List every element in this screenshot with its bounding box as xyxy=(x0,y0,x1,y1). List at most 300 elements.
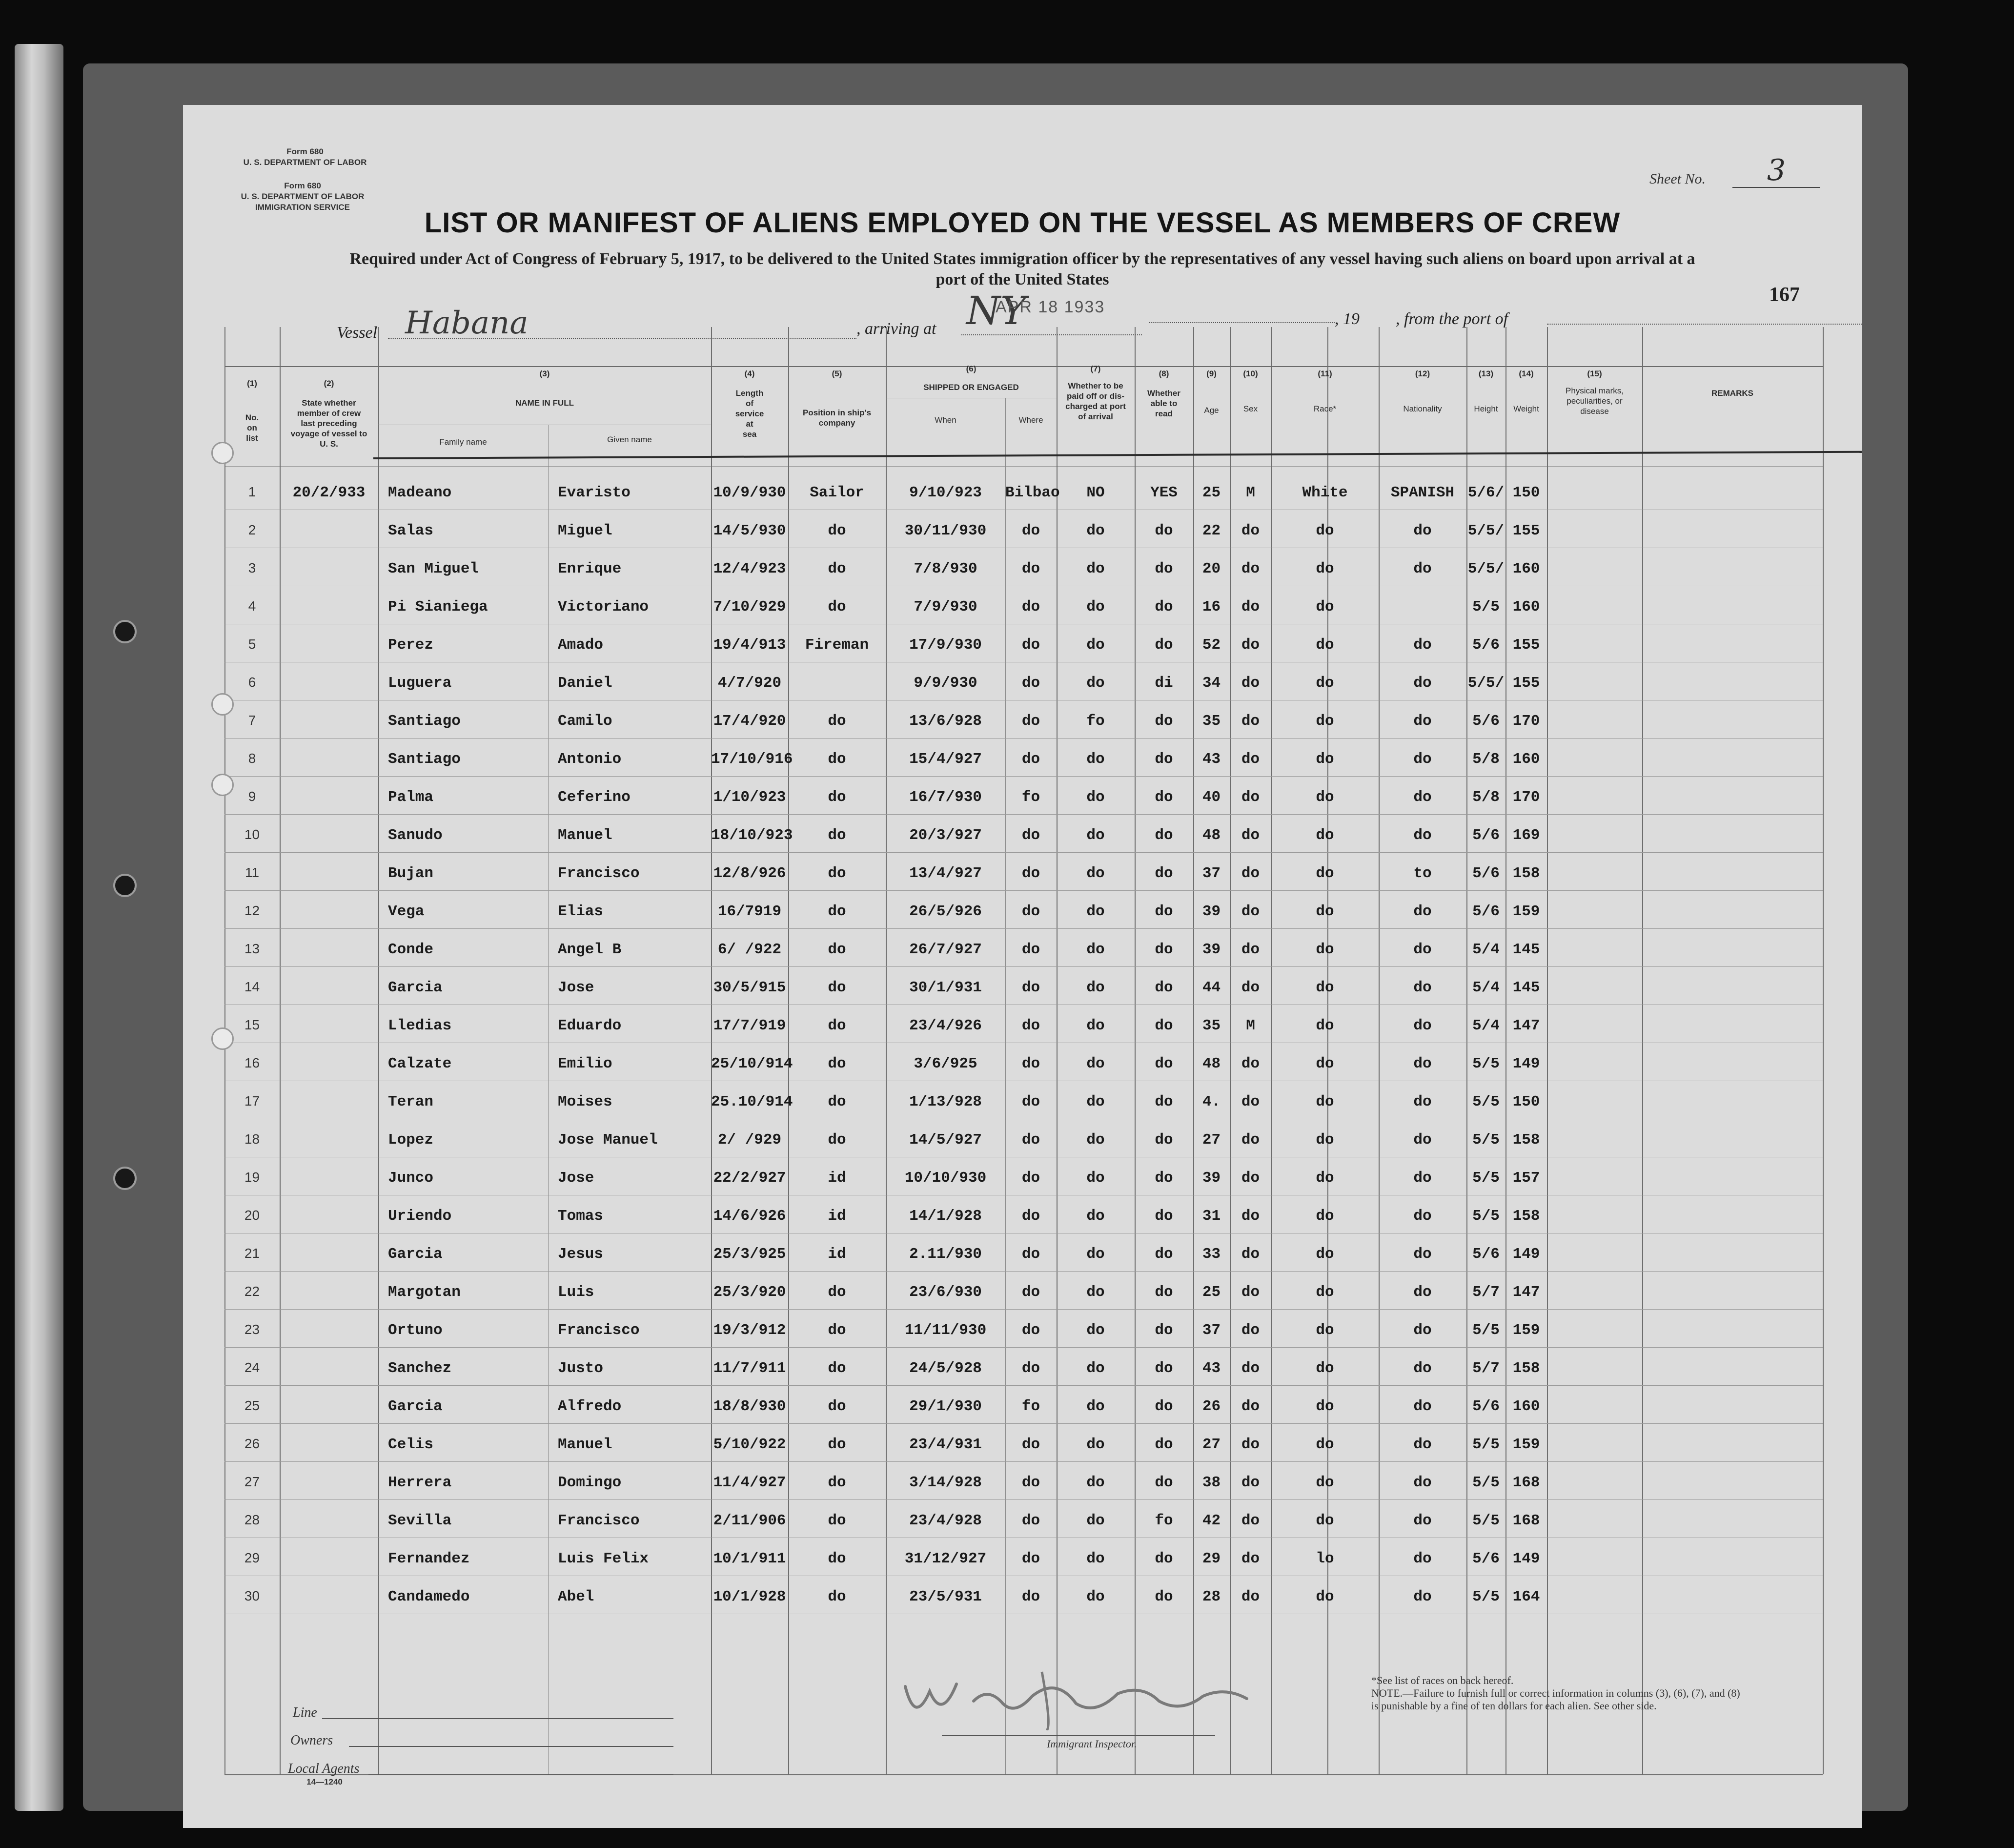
cell-family: Ortuno xyxy=(388,1322,443,1339)
row-rule xyxy=(224,814,1823,815)
col-9-header: Age xyxy=(1204,406,1219,415)
cell-position: do xyxy=(828,1512,846,1529)
table-row xyxy=(183,778,1862,815)
cell-read: do xyxy=(1155,979,1173,996)
cell-height: 5/5 xyxy=(1472,1055,1500,1072)
cell-position: do xyxy=(828,1588,846,1605)
table-row xyxy=(183,473,1862,511)
cell-nat: do xyxy=(1413,1284,1432,1301)
cell-where: do xyxy=(1021,675,1040,692)
cell-when: 14/5/927 xyxy=(909,1131,982,1149)
cell-where: do xyxy=(1021,1474,1040,1491)
cell-when: 23/5/931 xyxy=(909,1588,982,1605)
row-rule xyxy=(224,1423,1823,1424)
cell-height: 5/6 xyxy=(1472,827,1500,844)
cell-read: do xyxy=(1155,1246,1173,1263)
remarks-header: REMARKS xyxy=(1711,389,1753,398)
cell-service: 2/11/906 xyxy=(713,1512,786,1529)
cell-where: do xyxy=(1021,1017,1040,1034)
cell-nat: do xyxy=(1413,751,1432,768)
cell-no: 8 xyxy=(248,751,256,766)
cell-weight: 159 xyxy=(1512,1436,1540,1453)
cell-where: do xyxy=(1021,1246,1040,1263)
cell-weight: 150 xyxy=(1512,484,1540,501)
cell-where: Bilbao xyxy=(1005,484,1060,501)
cell-no: 27 xyxy=(244,1474,260,1489)
cell-weight: 160 xyxy=(1512,751,1540,768)
cell-when: 30/1/931 xyxy=(909,979,982,996)
cell-read: do xyxy=(1155,1170,1173,1187)
cell-height: 5/5 xyxy=(1472,598,1500,616)
cell-position: id xyxy=(828,1246,846,1263)
cell-age: 39 xyxy=(1202,903,1221,920)
cell-family: Garcia xyxy=(388,979,443,996)
cell-weight: 158 xyxy=(1512,1360,1540,1377)
table-row xyxy=(183,1159,1862,1196)
table-row xyxy=(183,930,1862,967)
cell-given: Francisco xyxy=(558,1512,640,1529)
page-title: LIST OR MANIFEST OF ALIENS EMPLOYED ON THE VESSEL AS MEMBERS OF CREW xyxy=(424,207,1621,239)
cell-no: 15 xyxy=(244,1017,260,1032)
cell-paid: do xyxy=(1086,865,1105,882)
cell-position: do xyxy=(828,865,846,882)
cell-service: 18/10/923 xyxy=(711,827,793,844)
cell-where: do xyxy=(1021,751,1040,768)
table-row xyxy=(183,588,1862,625)
cell-race: do xyxy=(1316,1474,1334,1491)
cell-read: do xyxy=(1155,1322,1173,1339)
cell-service: 11/4/927 xyxy=(713,1474,786,1491)
cell-when: 23/4/928 xyxy=(909,1512,982,1529)
cell-age: 22 xyxy=(1202,522,1221,539)
cell-age: 20 xyxy=(1202,560,1221,577)
row-rule xyxy=(224,1461,1823,1462)
cell-family: Bujan xyxy=(388,865,434,882)
cell-age: 4. xyxy=(1202,1093,1221,1110)
cell-read: do xyxy=(1155,598,1173,616)
binder-hole xyxy=(113,1167,137,1190)
cell-sex: do xyxy=(1241,1588,1260,1605)
cell-paid: do xyxy=(1086,1170,1105,1187)
cell-no: 24 xyxy=(244,1360,260,1375)
table-row xyxy=(183,968,1862,1006)
cell-position: do xyxy=(828,1131,846,1149)
col-9-number: (9) xyxy=(1206,369,1217,378)
cell-weight: 158 xyxy=(1512,1131,1540,1149)
cell-service: 16/7919 xyxy=(717,903,782,920)
cell-when: 13/6/928 xyxy=(909,713,982,730)
cell-nat: do xyxy=(1413,1093,1432,1110)
cell-weight: 160 xyxy=(1512,598,1540,616)
cell-race: do xyxy=(1316,1017,1334,1034)
local-agents-label: Local Agents xyxy=(288,1761,360,1776)
date-stamp: APR 18 1933 xyxy=(996,298,1105,316)
cell-weight: 147 xyxy=(1512,1017,1540,1034)
cell-height: 5/6 xyxy=(1472,1398,1500,1415)
cell-weight: 157 xyxy=(1512,1170,1540,1187)
cell-weight: 160 xyxy=(1512,1398,1540,1415)
cell-service: 10/1/911 xyxy=(713,1550,786,1567)
punch-hole xyxy=(211,1027,234,1050)
cell-height: 5/6 xyxy=(1472,713,1500,730)
cell-paid: do xyxy=(1086,1474,1105,1491)
cell-where: do xyxy=(1021,598,1040,616)
arriving-port: NY xyxy=(966,288,1026,333)
cell-no: 14 xyxy=(244,979,260,994)
cell-sex: do xyxy=(1241,789,1260,806)
cell-given: Domingo xyxy=(558,1474,622,1491)
cell-when: 1/13/928 xyxy=(909,1093,982,1110)
cell-age: 40 xyxy=(1202,789,1221,806)
cell-age: 27 xyxy=(1202,1436,1221,1453)
cell-sex: do xyxy=(1241,598,1260,616)
cell-race: do xyxy=(1316,1436,1334,1453)
cell-given: Tomas xyxy=(558,1208,604,1225)
cell-where: do xyxy=(1021,1284,1040,1301)
cell-family: Lledias xyxy=(388,1017,452,1034)
cell-read: do xyxy=(1155,1131,1173,1149)
col-14-number: (14) xyxy=(1519,369,1534,378)
col-3-header: NAME IN FULL xyxy=(515,398,574,408)
cell-weight: 147 xyxy=(1512,1284,1540,1301)
cell-read: do xyxy=(1155,1284,1173,1301)
form-reference-inner: Form 680 U. S. DEPARTMENT OF LABOR IMMIGRATION SERVICE xyxy=(241,181,365,212)
cell-paid: do xyxy=(1086,1398,1105,1415)
cell-position: do xyxy=(828,941,846,958)
cell-weight: 155 xyxy=(1512,637,1540,654)
cell-race: do xyxy=(1316,1093,1334,1110)
cell-where: do xyxy=(1021,1512,1040,1529)
cell-family: Conde xyxy=(388,941,434,958)
cell-position: do xyxy=(828,979,846,996)
cell-nat: do xyxy=(1413,979,1432,996)
cell-service: 4/7/920 xyxy=(717,675,782,692)
cell-sex: do xyxy=(1241,1322,1260,1339)
cell-given: Moises xyxy=(558,1093,612,1110)
cell-given: Amado xyxy=(558,637,604,654)
cell-sex: do xyxy=(1241,1208,1260,1225)
row-1-strikethrough xyxy=(373,451,1862,459)
row-rule xyxy=(224,890,1823,891)
cell-position: do xyxy=(828,522,846,539)
cell-sex: do xyxy=(1241,1170,1260,1187)
cell-position: do xyxy=(828,1436,846,1453)
cell-sex: M xyxy=(1246,484,1255,501)
cell-when: 7/8/930 xyxy=(914,560,977,577)
cell-service: 17/4/920 xyxy=(713,713,786,730)
cell-given: Angel B xyxy=(558,941,622,958)
cell-paid: do xyxy=(1086,789,1105,806)
cell-read: do xyxy=(1155,865,1173,882)
cell-height: 5/7 xyxy=(1472,1284,1500,1301)
cell-weight: 149 xyxy=(1512,1246,1540,1263)
cell-sex: do xyxy=(1241,827,1260,844)
cell-paid: do xyxy=(1086,1017,1105,1034)
cell-given: Manuel xyxy=(558,827,612,844)
cell-height: 5/4 xyxy=(1472,1017,1500,1034)
cell-family: Santiago xyxy=(388,751,461,768)
punch-hole xyxy=(211,774,234,796)
cell-height: 5/4 xyxy=(1472,979,1500,996)
cell-where: do xyxy=(1021,1055,1040,1072)
cell-weight: 159 xyxy=(1512,903,1540,920)
cell-race: do xyxy=(1316,1588,1334,1605)
cell-no: 12 xyxy=(244,903,260,918)
cell-no: 22 xyxy=(244,1284,260,1299)
table-row xyxy=(183,1083,1862,1120)
table-row xyxy=(183,1501,1862,1539)
cell-weight: 158 xyxy=(1512,1208,1540,1225)
cell-paid: do xyxy=(1086,522,1105,539)
cell-position: id xyxy=(828,1170,846,1187)
cell-age: 48 xyxy=(1202,827,1221,844)
cell-sex: do xyxy=(1241,522,1260,539)
cell-age: 16 xyxy=(1202,598,1221,616)
cell-position: do xyxy=(828,903,846,920)
footer-note: *See list of races on back hereof. NOTE.—Failure to furnish full or correct information in columns (3), (6), (7), and (8) is punishable by a fine of ten dollars for each alien. See other side. xyxy=(1371,1674,1740,1712)
cell-height: 5/6 xyxy=(1472,903,1500,920)
cell-given: Manuel xyxy=(558,1436,612,1453)
cell-sex: do xyxy=(1241,979,1260,996)
table-row xyxy=(183,1197,1862,1234)
cell-sex: do xyxy=(1241,903,1260,920)
table-row xyxy=(183,892,1862,929)
cell-height: 5/5/ xyxy=(1467,522,1505,539)
cell-given: Francisco xyxy=(558,1322,640,1339)
cell-weight: 155 xyxy=(1512,675,1540,692)
col-2-header: State whether member of crew last preceding voyage of vessel to U. S. xyxy=(290,398,367,449)
cell-given: Emilio xyxy=(558,1055,612,1072)
cell-read: do xyxy=(1155,941,1173,958)
cell-weight: 160 xyxy=(1512,560,1540,577)
cell-race: do xyxy=(1316,1284,1334,1301)
cell-weight: 145 xyxy=(1512,941,1540,958)
cell-where: do xyxy=(1021,979,1040,996)
cell-no: 23 xyxy=(244,1322,260,1337)
cell-height: 5/8 xyxy=(1472,789,1500,806)
cell-service: 5/10/922 xyxy=(713,1436,786,1453)
cell-service: 10/1/928 xyxy=(713,1588,786,1605)
cell-paid: do xyxy=(1086,827,1105,844)
cell-height: 5/5 xyxy=(1472,1093,1500,1110)
col-1-header: No. on list xyxy=(245,413,259,443)
cell-height: 5/5 xyxy=(1472,1208,1500,1225)
cell-family: Garcia xyxy=(388,1398,443,1415)
cell-age: 37 xyxy=(1202,1322,1221,1339)
page-number: 167 xyxy=(1769,284,1800,306)
col-14-header: Weight xyxy=(1513,404,1539,413)
cell-no: 18 xyxy=(244,1131,260,1147)
cell-race: do xyxy=(1316,941,1334,958)
cell-when: 15/4/927 xyxy=(909,751,982,768)
cell-weight: 168 xyxy=(1512,1474,1540,1491)
table-row xyxy=(183,1045,1862,1082)
row-rule xyxy=(224,1271,1823,1272)
cell-family: Luguera xyxy=(388,675,452,692)
cell-when: 20/3/927 xyxy=(909,827,982,844)
cell-service: 10/9/930 xyxy=(713,484,786,501)
cell-height: 5/5 xyxy=(1472,1436,1500,1453)
cell-nat: do xyxy=(1413,1017,1432,1034)
cell-nat: do xyxy=(1413,1436,1432,1453)
owners-label: Owners xyxy=(290,1733,333,1748)
cell-given: Alfredo xyxy=(558,1398,622,1415)
cell-given: Abel xyxy=(558,1588,594,1605)
cell-where: do xyxy=(1021,1588,1040,1605)
cell-when: 13/4/927 xyxy=(909,865,982,882)
cell-sex: do xyxy=(1241,941,1260,958)
cell-position: do xyxy=(828,1284,846,1301)
cell-given: Enrique xyxy=(558,560,622,577)
cell-height: 5/6/ xyxy=(1467,484,1505,501)
col-7-number: (7) xyxy=(1090,364,1101,373)
cell-read: do xyxy=(1155,1550,1173,1567)
cell-weight: 170 xyxy=(1512,713,1540,730)
cell-when: 30/11/930 xyxy=(904,522,987,539)
cell-no: 7 xyxy=(248,713,256,728)
col-6a-header: When xyxy=(935,415,956,425)
cell-paid: do xyxy=(1086,637,1105,654)
cell-position: do xyxy=(828,1550,846,1567)
cell-height: 5/5 xyxy=(1472,1474,1500,1491)
table-row xyxy=(183,1387,1862,1424)
col-3-number: (3) xyxy=(539,369,550,378)
cell-when: 2.11/930 xyxy=(909,1246,982,1263)
cell-age: 39 xyxy=(1202,1170,1221,1187)
cell-age: 37 xyxy=(1202,865,1221,882)
cell-nat: do xyxy=(1413,1474,1432,1491)
header-bottom-rule xyxy=(224,466,1823,467)
cell-nat: do xyxy=(1413,827,1432,844)
cell-race: do xyxy=(1316,1131,1334,1149)
cell-family: Sanudo xyxy=(388,827,443,844)
cell-weight: 158 xyxy=(1512,865,1540,882)
cell-no: 25 xyxy=(244,1398,260,1413)
cell-race: do xyxy=(1316,560,1334,577)
cell-sex: do xyxy=(1241,865,1260,882)
cell-given: Miguel xyxy=(558,522,612,539)
cell-service: 14/5/930 xyxy=(713,522,786,539)
cell-paid: do xyxy=(1086,1550,1105,1567)
cell-paid: do xyxy=(1086,1093,1105,1110)
inspector-label: Immigrant Inspector. xyxy=(1047,1738,1137,1750)
cell-age: 42 xyxy=(1202,1512,1221,1529)
cell-race: do xyxy=(1316,713,1334,730)
date-fill-line xyxy=(1149,322,1335,323)
cell-no: 11 xyxy=(244,865,260,880)
cell-where: do xyxy=(1021,1360,1040,1377)
cell-age: 28 xyxy=(1202,1588,1221,1605)
cell-weight: 170 xyxy=(1512,789,1540,806)
row-rule xyxy=(224,1347,1823,1348)
cell-where: do xyxy=(1021,903,1040,920)
cell-service: 25/3/920 xyxy=(713,1284,786,1301)
cell-no: 3 xyxy=(248,560,256,575)
cell-age: 44 xyxy=(1202,979,1221,996)
cell-when: 11/11/930 xyxy=(904,1322,987,1339)
cell-no: 26 xyxy=(244,1436,260,1451)
cell-position: Sailor xyxy=(810,484,864,501)
cell-paid: do xyxy=(1086,675,1105,692)
cell-read: do xyxy=(1155,522,1173,539)
cell-given: Luis xyxy=(558,1284,594,1301)
cell-race: do xyxy=(1316,1170,1334,1187)
cell-where: do xyxy=(1021,827,1040,844)
cell-paid: do xyxy=(1086,1284,1105,1301)
cell-age: 26 xyxy=(1202,1398,1221,1415)
cell-nat: do xyxy=(1413,713,1432,730)
cell-position: do xyxy=(828,1055,846,1072)
cell-when: 26/7/927 xyxy=(909,941,982,958)
cell-race: do xyxy=(1316,522,1334,539)
cell-sex: do xyxy=(1241,1284,1260,1301)
row-rule xyxy=(224,928,1823,929)
table-row xyxy=(183,854,1862,891)
cell-service: 12/4/923 xyxy=(713,560,786,577)
col-11-header: Race* xyxy=(1313,404,1337,413)
table-row xyxy=(183,1349,1862,1386)
cell-nat: do xyxy=(1413,1246,1432,1263)
sheet-number-value: 3 xyxy=(1732,154,1820,188)
arriving-fill-line xyxy=(961,334,1142,335)
cell-position: do xyxy=(828,1360,846,1377)
cell-sex: do xyxy=(1241,675,1260,692)
line-fill xyxy=(322,1718,673,1719)
col-4-number: (4) xyxy=(744,369,755,378)
cell-given: Evaristo xyxy=(558,484,631,501)
cell-no: 5 xyxy=(248,637,256,652)
cell-where: do xyxy=(1021,1093,1040,1110)
cell-position: do xyxy=(828,827,846,844)
page-subtitle: Required under Act of Congress of February 5, 1917, to be delivered to the United States immigration officer by the representatives of any vessel having such aliens on board upon arrival at a port of the United States xyxy=(349,250,1695,288)
cell-age: 27 xyxy=(1202,1131,1221,1149)
col-13-number: (13) xyxy=(1478,369,1494,378)
cell-race: do xyxy=(1316,1512,1334,1529)
col-12-header: Nationality xyxy=(1403,404,1442,413)
cell-nat: do xyxy=(1413,637,1432,654)
cell-no: 29 xyxy=(244,1550,260,1565)
cell-where: do xyxy=(1021,522,1040,539)
row-rule xyxy=(224,966,1823,967)
cell-family: Teran xyxy=(388,1093,434,1110)
cell-nat: do xyxy=(1413,1588,1432,1605)
sheet-number-label: Sheet No. xyxy=(1649,171,1706,187)
cell-when: 23/4/926 xyxy=(909,1017,982,1034)
table-row xyxy=(183,816,1862,853)
cell-when: 29/1/930 xyxy=(909,1398,982,1415)
cell-nat: do xyxy=(1413,1550,1432,1567)
cell-no: 16 xyxy=(244,1055,260,1070)
cell-given: Luis Felix xyxy=(558,1550,649,1567)
cell-weight: 149 xyxy=(1512,1055,1540,1072)
cell-paid: do xyxy=(1086,979,1105,996)
cell-when: 3/14/928 xyxy=(909,1474,982,1491)
col-3b-header: Given name xyxy=(607,435,652,444)
cell-service: 19/3/912 xyxy=(713,1322,786,1339)
table-row xyxy=(183,1540,1862,1577)
cell-given: Daniel xyxy=(558,675,612,692)
cell-when: 9/10/923 xyxy=(909,484,982,501)
cell-service: 25.10/914 xyxy=(711,1093,793,1110)
col-15-header: Physical marks, peculiarities, or disease xyxy=(1565,386,1624,416)
cell-family: Margotan xyxy=(388,1284,461,1301)
col-2-number: (2) xyxy=(324,379,334,388)
row-rule xyxy=(224,1385,1823,1386)
cell-when: 17/9/930 xyxy=(909,637,982,654)
line-label: Line xyxy=(293,1705,317,1720)
col-1-number: (1) xyxy=(247,379,257,388)
col-10-number: (10) xyxy=(1243,369,1258,378)
